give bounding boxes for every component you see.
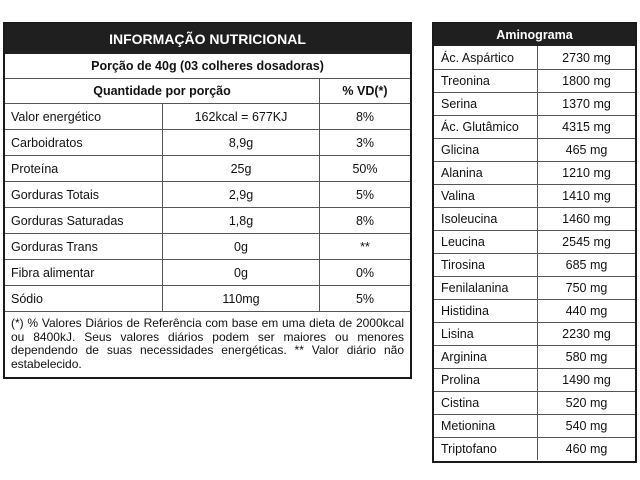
amino-acid-value: 1210 mg bbox=[537, 162, 635, 184]
table-row bbox=[5, 207, 410, 233]
amino-acid-name: Cistina bbox=[441, 396, 480, 410]
amino-acid-value: 750 mg bbox=[537, 277, 635, 299]
table-row bbox=[434, 322, 635, 345]
nutrition-header-row bbox=[5, 78, 410, 103]
table-row bbox=[434, 253, 635, 276]
portion-size: Porção de 40g (03 colheres dosadoras) bbox=[91, 59, 324, 73]
amino-acid-value: 2730 mg bbox=[537, 46, 635, 69]
amino-acid-name: Serina bbox=[441, 97, 478, 111]
amino-acid-name: Triptofano bbox=[441, 442, 497, 456]
table-row bbox=[5, 285, 410, 311]
table-row bbox=[434, 230, 635, 253]
table-row bbox=[434, 161, 635, 184]
amino-acid-value: 2230 mg bbox=[537, 323, 635, 345]
aminogram-rows bbox=[434, 46, 635, 460]
table-row bbox=[434, 391, 635, 414]
amino-acid-value: 1800 mg bbox=[537, 70, 635, 92]
table-row bbox=[434, 345, 635, 368]
nutrient-vd: 50% bbox=[319, 156, 410, 181]
quantity-header: Quantidade por porção bbox=[93, 84, 231, 98]
amino-acid-name: Fenilalanina bbox=[441, 281, 509, 295]
nutrient-vd: 8% bbox=[319, 208, 410, 233]
amino-acid-value: 1370 mg bbox=[537, 93, 635, 115]
table-row bbox=[434, 414, 635, 437]
nutrient-name: Fibra alimentar bbox=[11, 265, 95, 280]
amino-acid-name: Metionina bbox=[441, 419, 496, 433]
amino-acid-name: Glicina bbox=[441, 143, 480, 157]
amino-acid-value: 580 mg bbox=[537, 346, 635, 368]
table-row bbox=[434, 69, 635, 92]
nutrient-name: Gorduras Trans bbox=[11, 239, 98, 254]
nutrient-name: Carboidratos bbox=[11, 135, 83, 150]
aminogram-table bbox=[432, 22, 637, 463]
table-row bbox=[5, 233, 410, 259]
table-row bbox=[434, 184, 635, 207]
nutrient-vd: 8% bbox=[319, 104, 410, 129]
amino-acid-name: Ác. Glutâmico bbox=[441, 120, 519, 134]
amino-acid-value: 685 mg bbox=[537, 254, 635, 276]
table-row bbox=[434, 299, 635, 322]
nutrient-vd: 5% bbox=[319, 286, 410, 311]
nutrition-footnote: (*) % Valores Diários de Referência com base em uma dieta de 2000kcal ou 8400kJ. Seus valores diários podem ser maiores ou menores dependendo de suas necessidades energéticas. ** Valor diário não estabelecido. bbox=[5, 311, 410, 371]
amino-acid-value: 520 mg bbox=[537, 392, 635, 414]
nutrient-name: Gorduras Totais bbox=[11, 187, 100, 202]
amino-acid-value: 4315 mg bbox=[537, 116, 635, 138]
amino-acid-value: 1490 mg bbox=[537, 369, 635, 391]
table-row bbox=[434, 207, 635, 230]
table-row bbox=[5, 181, 410, 207]
nutrient-name: Gorduras Saturadas bbox=[11, 213, 124, 228]
vd-header: % VD(*) bbox=[319, 79, 410, 103]
table-row bbox=[434, 437, 635, 460]
nutrient-quantity: 0g bbox=[162, 234, 319, 259]
amino-acid-name: Treonina bbox=[441, 74, 490, 88]
nutrition-facts-table bbox=[3, 22, 412, 379]
amino-acid-value: 465 mg bbox=[537, 139, 635, 161]
nutrition-title: INFORMAÇÃO NUTRICIONAL bbox=[5, 24, 410, 54]
table-row bbox=[5, 155, 410, 181]
nutrient-quantity: 110mg bbox=[162, 286, 319, 311]
amino-acid-name: Isoleucina bbox=[441, 212, 498, 226]
nutrient-name: Sódio bbox=[11, 291, 43, 306]
amino-acid-name: Tirosina bbox=[441, 258, 485, 272]
nutrient-quantity: 2,9g bbox=[162, 182, 319, 207]
amino-acid-name: Leucina bbox=[441, 235, 485, 249]
nutrient-quantity: 25g bbox=[162, 156, 319, 181]
amino-acid-name: Alanina bbox=[441, 166, 483, 180]
aminogram-title: Aminograma bbox=[434, 24, 635, 46]
table-row bbox=[434, 368, 635, 391]
nutrient-name: Proteína bbox=[11, 161, 59, 176]
amino-acid-value: 1410 mg bbox=[537, 185, 635, 207]
nutrient-quantity: 1,8g bbox=[162, 208, 319, 233]
amino-acid-name: Valina bbox=[441, 189, 475, 203]
table-row bbox=[434, 92, 635, 115]
table-row bbox=[5, 103, 410, 129]
amino-acid-value: 440 mg bbox=[537, 300, 635, 322]
amino-acid-name: Ác. Aspártico bbox=[441, 50, 514, 65]
amino-acid-name: Prolina bbox=[441, 373, 480, 387]
table-row bbox=[434, 138, 635, 161]
amino-acid-name: Arginina bbox=[441, 350, 487, 364]
table-row bbox=[434, 276, 635, 299]
table-row bbox=[434, 115, 635, 138]
table-row bbox=[5, 259, 410, 285]
nutrient-quantity: 8,9g bbox=[162, 130, 319, 155]
amino-acid-value: 460 mg bbox=[537, 438, 635, 460]
nutrient-name: Valor energético bbox=[11, 109, 102, 124]
amino-acid-value: 2545 mg bbox=[537, 231, 635, 253]
nutrition-rows bbox=[5, 103, 410, 311]
nutrient-vd: 5% bbox=[319, 182, 410, 207]
amino-acid-name: Histidina bbox=[441, 304, 489, 318]
table-row bbox=[434, 46, 635, 69]
nutrient-quantity: 0g bbox=[162, 260, 319, 285]
nutrient-vd: ** bbox=[319, 234, 410, 259]
amino-acid-value: 1460 mg bbox=[537, 208, 635, 230]
nutrient-vd: 3% bbox=[319, 130, 410, 155]
amino-acid-name: Lisina bbox=[441, 327, 474, 341]
amino-acid-value: 540 mg bbox=[537, 415, 635, 437]
nutrient-vd: 0% bbox=[319, 260, 410, 285]
table-row bbox=[5, 129, 410, 155]
nutrient-quantity: 162kcal = 677KJ bbox=[162, 104, 319, 129]
